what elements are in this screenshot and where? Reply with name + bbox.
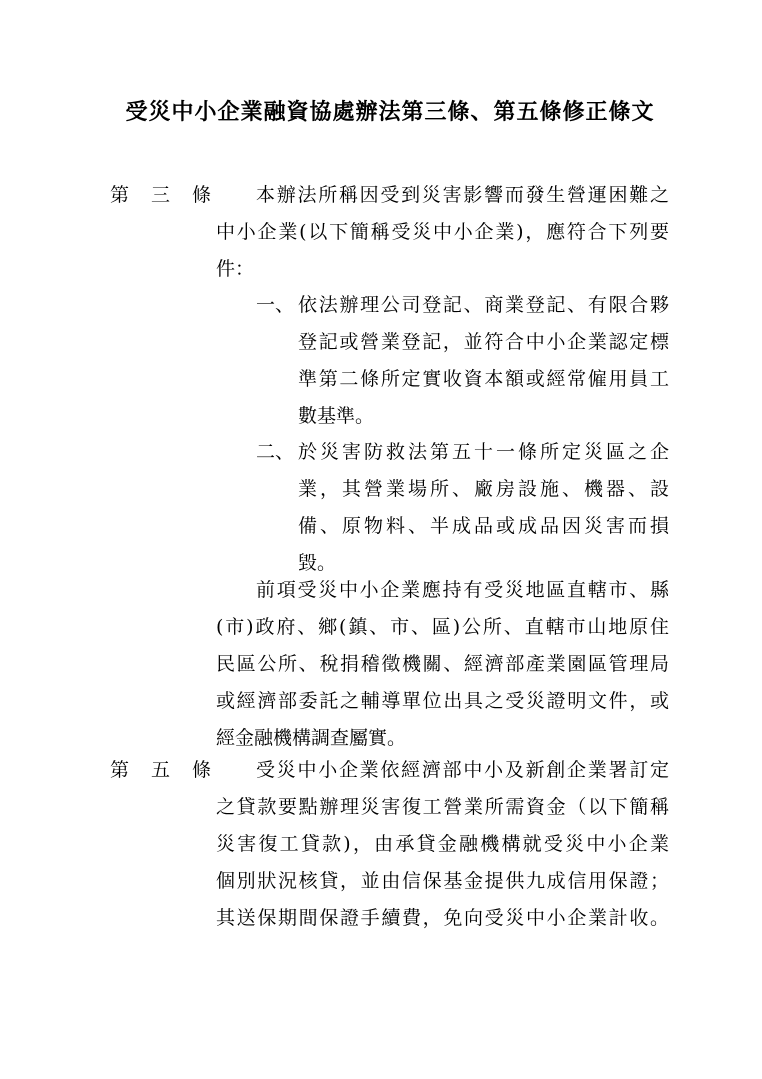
item-2-line: 於災害防救法第五十一條所定災區之企 <box>298 441 669 463</box>
article-3-para2-line: 或經濟部委託之輔導單位出具之受災證明文件，或 <box>216 690 669 712</box>
article-3-para2-line: 前項受災中小企業應持有受災地區直轄市、縣 <box>256 579 669 601</box>
label-char: 條 <box>192 184 212 206</box>
label-char: 三 <box>151 184 171 206</box>
article-5-line: 受災中小企業依經濟部中小及新創企業署訂定 <box>256 759 669 781</box>
item-2-line: 毀。 <box>298 552 337 574</box>
item-2-line: 備、原物料、半成品或成品因災害而損 <box>298 515 669 537</box>
article-3-para2-line: (市)政府、鄉(鎮、市、區)公所、直轄市山地原住 <box>216 616 669 638</box>
article-5-line: 災害復工貸款)，由承貸金融機構就受災中小企業 <box>216 833 669 855</box>
label-char: 第 <box>110 759 130 781</box>
item-2-line: 業，其營業場所、廠房設施、機器、設 <box>298 478 669 500</box>
label-char: 條 <box>192 759 212 781</box>
article-3-para2-line: 民區公所、稅捐稽徵機關、經濟部產業園區管理局 <box>216 653 669 675</box>
article-3-intro-line: 中小企業(以下簡稱受災中小企業)，應符合下列要 <box>216 221 669 243</box>
article-3-intro-line: 件： <box>216 258 255 280</box>
item-1-line: 數基準。 <box>298 405 375 427</box>
article-5-label <box>110 752 233 789</box>
label-char: 第 <box>110 184 130 206</box>
article-3-label <box>110 177 233 214</box>
article-3-intro-line: 本辦法所稱因受到災害影響而發生營運困難之 <box>256 184 669 206</box>
label-char: 五 <box>151 759 171 781</box>
item-2-marker: 二、 <box>256 441 295 463</box>
article-3-para2-line: 經金融機構調查屬實。 <box>216 727 407 749</box>
article-5-line: 之貸款要點辦理災害復工營業所需資金（以下簡稱 <box>216 796 669 818</box>
item-1-marker: 一、 <box>256 294 295 316</box>
document-title: 受災中小企業融資協處辦法第三條、第五條修正條文 <box>125 99 655 125</box>
article-5-line: 個別狀況核貸，並由信保基金提供九成信用保證； <box>216 870 669 892</box>
item-1-line: 登記或營業登記，並符合中小企業認定標 <box>298 331 669 353</box>
item-1-line: 準第二條所定實收資本額或經常僱用員工 <box>298 368 669 390</box>
item-1-line: 依法辦理公司登記、商業登記、有限合夥 <box>298 294 669 316</box>
article-5-line: 其送保期間保證手續費，免向受災中小企業計收。 <box>216 907 669 929</box>
